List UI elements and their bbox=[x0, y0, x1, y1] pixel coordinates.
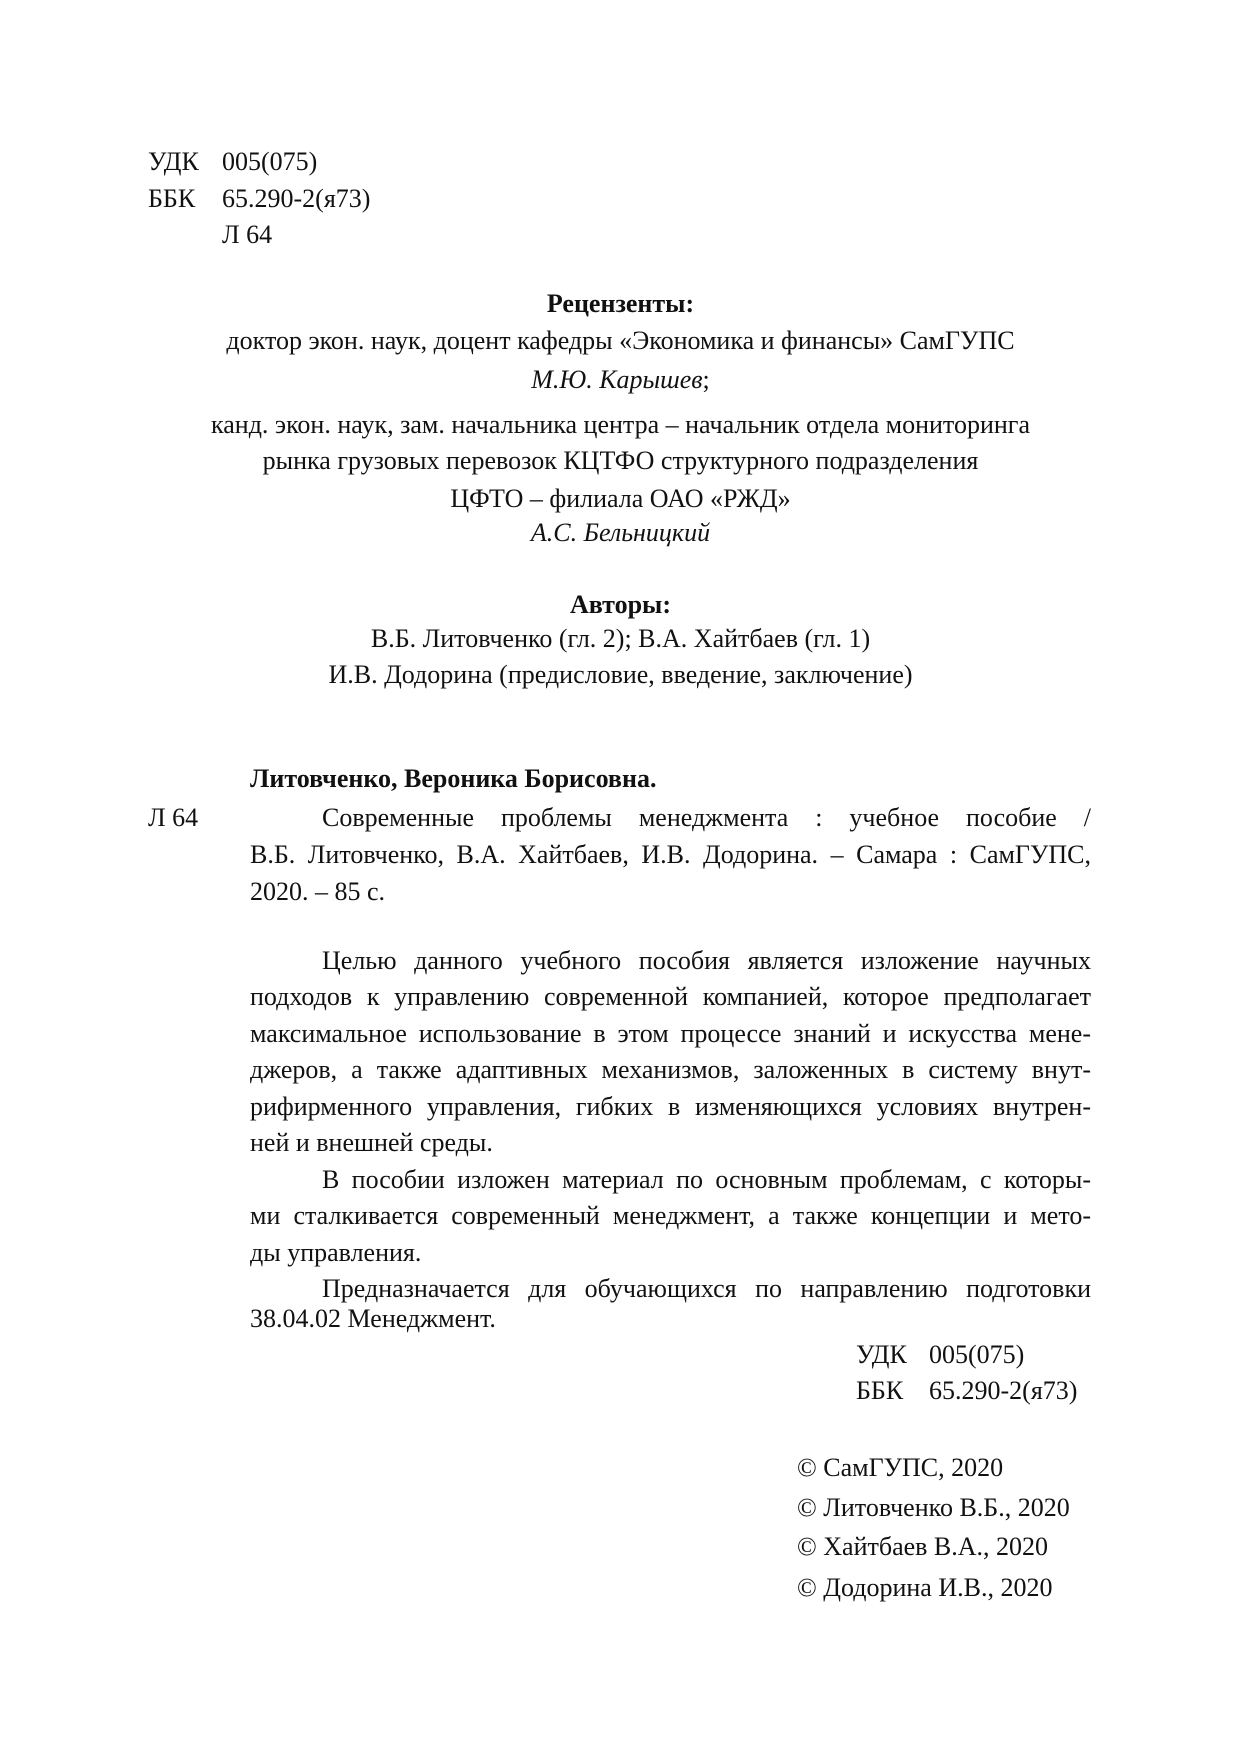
udk-value: 005(075) bbox=[929, 1340, 1025, 1369]
abstract-line: Целью данного учебного пособия является изложение научных bbox=[322, 946, 1091, 975]
abstract-line: джеров, а также адаптивных механизмов, заложенных в систему внут- bbox=[250, 1055, 1091, 1084]
abstract-line: ми сталкивается современный менеджмент, а также концепции и мето- bbox=[250, 1201, 1091, 1230]
abstract-line: максимальное использование в этом процессе знаний и искусства мене- bbox=[250, 1019, 1091, 1048]
reviewer-2-line: рынка грузовых перевозок КЦТФО структурного подразделения bbox=[262, 446, 979, 475]
author-code: Л 64 bbox=[222, 220, 273, 249]
abstract-line: В пособии изложен материал по основным проблемам, с которы- bbox=[322, 1165, 1091, 1194]
reviewer-1-name-line bbox=[0, 365, 1241, 395]
bbk-label: ББК bbox=[148, 184, 196, 213]
udk-label: УДК bbox=[148, 147, 199, 176]
authors-title: Авторы: bbox=[569, 590, 672, 619]
reviewers-title: Рецензенты: bbox=[546, 289, 695, 318]
abstract-line: подходов к управлению современной компанией, которое предполагает bbox=[250, 982, 1091, 1011]
reviewer-1-position: доктор экон. наук, доцент кафедры «Экономика и финансы» СамГУПС bbox=[226, 326, 1015, 355]
record-code: Л 64 bbox=[148, 803, 199, 832]
abstract-line: 38.04.02 Менеджмент. bbox=[250, 1304, 496, 1333]
record-line: 2020. – 85 с. bbox=[250, 877, 386, 906]
authors-line: И.В. Додорина (предисловие, введение, заключение) bbox=[328, 660, 913, 689]
reviewer-1-suffix: ; bbox=[702, 365, 710, 394]
copyright-line: © СамГУПС, 2020 bbox=[797, 1453, 1004, 1482]
reviewer-2-line: канд. экон. наук, зам. начальника центра – начальник отдела мониторинга bbox=[211, 410, 1030, 439]
authors-line: В.Б. Литовченко (гл. 2); В.А. Хайтбаев (гл. 1) bbox=[370, 624, 871, 653]
bbk-label: ББК bbox=[856, 1376, 904, 1405]
copyright-line: © Литовченко В.Б., 2020 bbox=[797, 1493, 1070, 1522]
udk-value: 005(075) bbox=[222, 147, 318, 176]
reviewer-2-line: ЦФТО – филиала ОАО «РЖД» bbox=[450, 484, 791, 513]
reviewer-1-name: М.Ю. Карышев bbox=[531, 365, 703, 394]
record-line: Современные проблемы менеджмента : учебное пособие / bbox=[322, 803, 1091, 832]
record-line: В.Б. Литовченко, В.А. Хайтбаев, И.В. Додорина. – Самара : СамГУПС, bbox=[250, 840, 1091, 869]
copyright-line: © Хайтбаев В.А., 2020 bbox=[797, 1532, 1049, 1561]
abstract-line: ней и внешней среды. bbox=[250, 1128, 493, 1157]
abstract-line: рифирменного управления, гибких в изменяющихся условиях внутрен- bbox=[250, 1092, 1091, 1121]
bbk-value: 65.290-2(я73) bbox=[929, 1376, 1078, 1405]
abstract-line: ды управления. bbox=[250, 1238, 422, 1267]
copyright-line: © Додорина И.В., 2020 bbox=[797, 1573, 1053, 1602]
reviewer-2-name: А.С. Бельницкий bbox=[530, 518, 711, 547]
record-author: Литовченко, Вероника Борисовна. bbox=[250, 764, 657, 793]
udk-label: УДК bbox=[856, 1340, 907, 1369]
abstract-line: Предназначается для обучающихся по направлению подготовки bbox=[322, 1274, 1091, 1303]
bbk-value: 65.290-2(я73) bbox=[222, 184, 371, 213]
